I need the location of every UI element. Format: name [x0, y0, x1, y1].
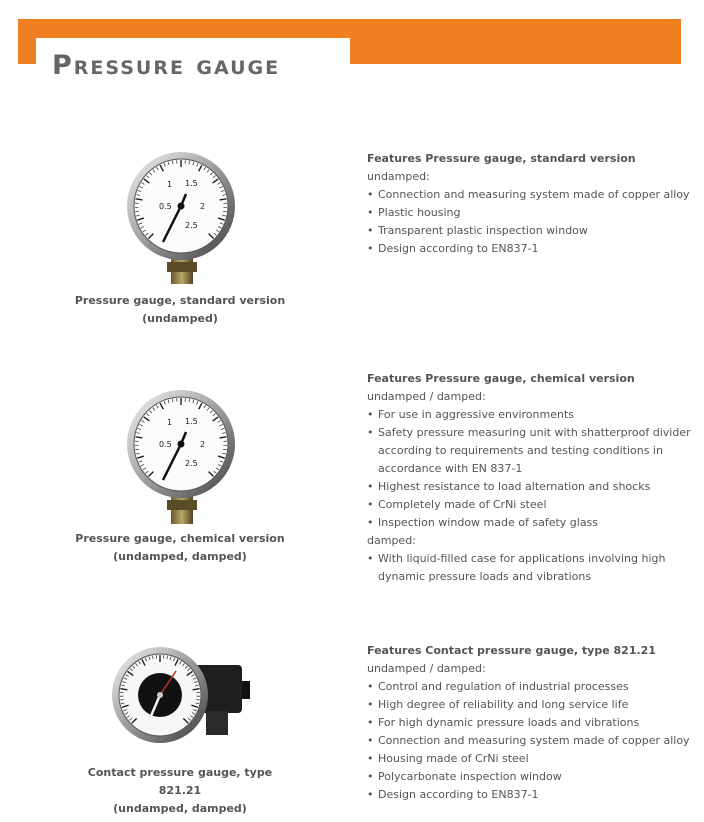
feature-item: • For use in aggressive environments: [367, 406, 697, 424]
feature-list: [367, 678, 697, 804]
group-label: undamped / damped:: [367, 390, 486, 403]
feature-item: • Completely made of CrNi steel: [367, 496, 697, 514]
contact-gauge-caption: Contact pressure gauge, type 821.21 (undamped, damped): [87, 766, 273, 815]
dial-label: 2: [200, 440, 206, 449]
chemical-pressure-gauge-image: [123, 388, 239, 526]
feature-item: • Housing made of CrNi steel: [367, 750, 697, 768]
dial-label: 1.5: [185, 179, 198, 188]
dial-label: 2.5: [185, 459, 198, 468]
feature-item: • Control and regulation of industrial processes: [367, 678, 697, 696]
feature-item: • Design according to EN837-1: [367, 786, 697, 804]
dial-label: 2: [200, 202, 206, 211]
feature-item: • Safety pressure measuring unit with shatterproof divider according to requirements and testing conditions in accordance with EN 837-1: [367, 424, 697, 478]
feature-item: • Connection and measuring system made of copper alloy: [367, 186, 697, 204]
feature-list: [367, 406, 697, 532]
feature-item: • Transparent plastic inspection window: [367, 222, 697, 240]
feature-item: • Polycarbonate inspection window: [367, 768, 697, 786]
dial-label: 2.5: [185, 221, 198, 230]
feature-item: • Highest resistance to load alternation and shocks: [367, 478, 697, 496]
contact-pressure-gauge-image: [110, 645, 252, 747]
features-title: Features Pressure gauge, standard version: [367, 152, 636, 165]
chemical-gauge-caption: Pressure gauge, chemical version (undamped, damped): [75, 532, 285, 563]
contact-gauge-features: [367, 642, 697, 804]
feature-item: • Connection and measuring system made of copper alloy: [367, 732, 697, 750]
page-title: Pressure gauge: [52, 50, 281, 81]
feature-item: • With liquid-filled case for applications involving high dynamic pressure loads and vibrations: [367, 550, 697, 586]
feature-item: • High degree of reliability and long service life: [367, 696, 697, 714]
standard-gauge-features: [367, 150, 697, 258]
chemical-gauge-features: [367, 370, 697, 586]
standard-pressure-gauge-image: [123, 150, 239, 288]
dial-label: 1: [167, 418, 173, 427]
feature-list: [367, 186, 697, 258]
dial-label: 1: [167, 180, 173, 189]
feature-item: • Plastic housing: [367, 204, 697, 222]
group-label: undamped / damped:: [367, 662, 486, 675]
standard-gauge-caption: Pressure gauge, standard version (undamped): [74, 294, 286, 325]
features-title: Features Contact pressure gauge, type 821.21: [367, 644, 656, 657]
group-label: damped:: [367, 534, 416, 547]
group-label: undamped:: [367, 170, 430, 183]
feature-item: • Inspection window made of safety glass: [367, 514, 697, 532]
features-title: Features Pressure gauge, chemical version: [367, 372, 635, 385]
dial-label: 0.5: [159, 440, 172, 449]
dial-label: 0.5: [159, 202, 172, 211]
feature-item: • For high dynamic pressure loads and vibrations: [367, 714, 697, 732]
dial-label: 1.5: [185, 417, 198, 426]
feature-item: • Design according to EN837-1: [367, 240, 697, 258]
feature-list: [367, 550, 697, 586]
